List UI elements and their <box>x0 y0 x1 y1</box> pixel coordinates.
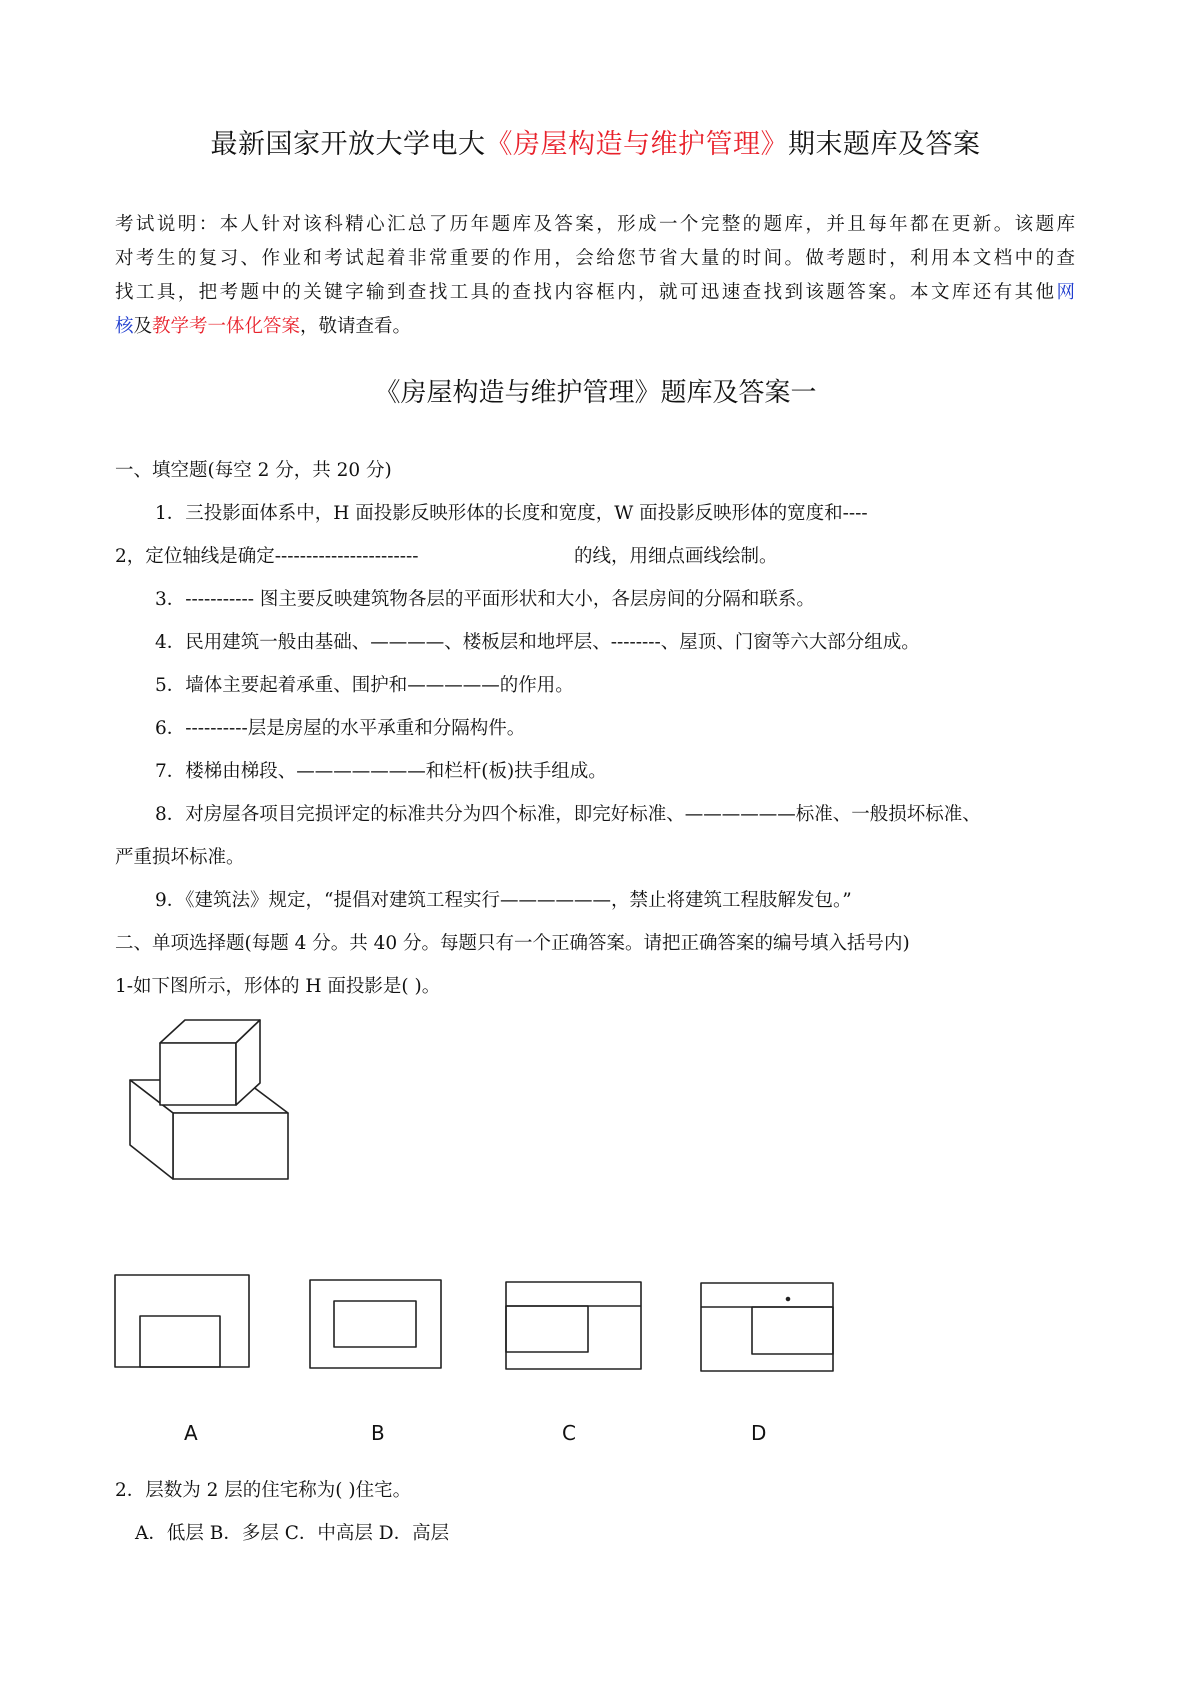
fill-blank-q4: 4．民用建筑一般由基础、————、楼板层和地坪层、--------、屋顶、门窗等六大部分组成。 <box>155 632 920 653</box>
fill-blank-q8-line1: 8．对房屋各项目完损评定的标准共分为四个标准，即完好标准、——————标准、一般损坏标准、 <box>155 804 981 825</box>
choice-q2: 2．层数为 2 层的住宅称为( )住宅。 <box>115 1480 412 1501</box>
instructions-line-1: 考试说明：本人针对该科精心汇总了历年题库及答案，形成一个完整的题库，并且每年都在更新。该题库 <box>115 214 1075 235</box>
option-b-label: B <box>371 1421 385 1445</box>
fill-blank-q1: 1．三投影面体系中，H 面投影反映形体的长度和宽度，W 面投影反映形体的宽度和---- <box>155 503 868 524</box>
option-d-projection <box>701 1283 833 1371</box>
wanghe-link-part1[interactable]: 网 <box>1056 282 1075 303</box>
fill-blank-q6: 6．----------层是房屋的水平承重和分隔构件。 <box>155 718 526 739</box>
fill-blank-q8-line2: 严重损坏标准。 <box>115 847 245 868</box>
section-single-choice-heading: 二、单项选择题(每题 4 分。共 40 分。每题只有一个正确答案。请把正确答案的编号填入括号内) <box>115 933 910 954</box>
integrated-answers-link[interactable]: 教学考一体化答案 <box>152 316 301 337</box>
title-suffix: 期末题库及答案 <box>788 129 981 160</box>
section-fill-blank-heading: 一、填空题(每空 2 分，共 20 分) <box>115 460 392 481</box>
fill-blank-q9: 9．《建筑法》规定，“提倡对建筑工程实行——————，禁止将建筑工程肢解发包。” <box>155 890 852 911</box>
isometric-solid-drawing <box>130 1020 288 1179</box>
option-b-projection <box>310 1280 441 1368</box>
instructions-line-2: 对考生的复习、作业和考试起着非常重要的作用，会给您节省大量的时间。做考题时，利用本文档中的查 <box>115 248 1075 269</box>
fill-blank-q2-start: 2，定位轴线是确定----------------------- <box>115 546 419 567</box>
fill-blank-q3: 3．----------- 图主要反映建筑物各层的平面形状和大小，各层房间的分隔和联系。 <box>155 589 815 610</box>
title-prefix: 最新国家开放大学电大 <box>210 129 486 160</box>
fill-blank-q7: 7．楼梯由梯段、———————和栏杆(板)扶手组成。 <box>155 761 607 782</box>
instructions-line-4-end: ，敬请查看。 <box>300 316 412 337</box>
option-c-projection <box>506 1282 641 1369</box>
instructions-conjunction: 及 <box>133 316 153 337</box>
option-a-label: A <box>184 1421 198 1445</box>
option-a-projection <box>115 1275 249 1367</box>
title-course-name: 《房屋构造与维护管理》 <box>485 129 788 160</box>
option-c-label: C <box>562 1421 576 1445</box>
question-bank-subtitle: 《房屋构造与维护管理》题库及答案一 <box>374 378 817 408</box>
choice-q1: 1-如下图所示，形体的 H 面投影是( )。 <box>115 976 441 997</box>
choice-q2-options: A．低层 B．多层 C．中高层 D．高层 <box>135 1523 450 1544</box>
fill-blank-q2-end: 的线，用细点画线绘制。 <box>574 546 778 567</box>
option-d-label: D <box>751 1421 767 1445</box>
instructions-line-3-text: 找工具，把考题中的关键字输到查找工具的查找内容框内，就可迅速查找到该题答案。本文库还有其他 <box>115 282 1057 303</box>
fill-blank-q5: 5．墙体主要起着承重、围护和—————的作用。 <box>155 675 574 696</box>
wanghe-link-part2[interactable]: 核 <box>115 316 134 337</box>
